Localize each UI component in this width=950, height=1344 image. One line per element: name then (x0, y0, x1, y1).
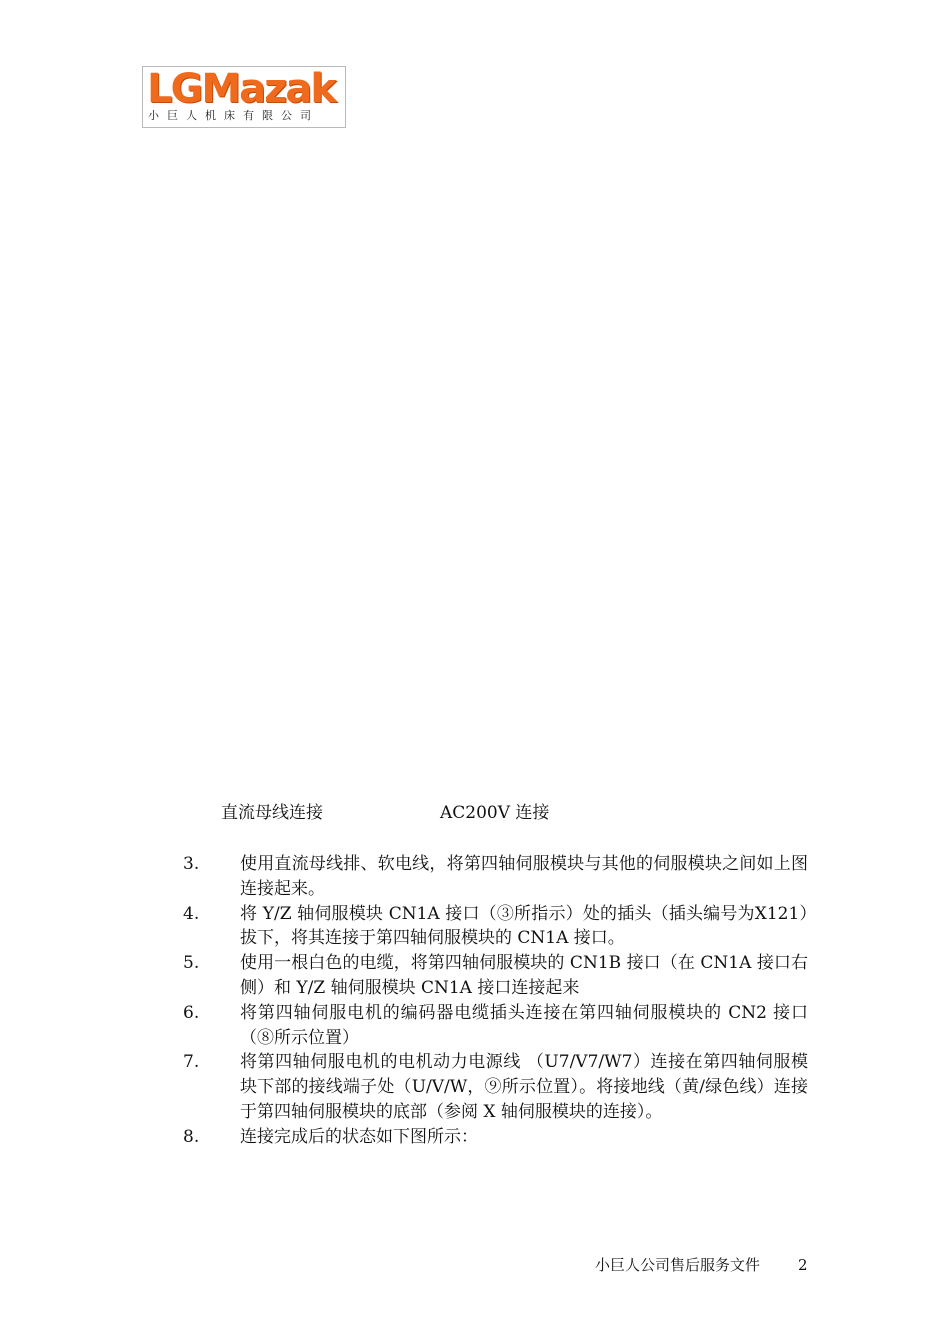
step-item (180, 1125, 808, 1150)
company-logo (142, 66, 346, 128)
step-item (180, 1050, 808, 1124)
step-number: 5. (183, 953, 200, 974)
step-number: 4. (183, 903, 200, 924)
page-number: 2 (798, 1256, 808, 1274)
step-number: 3. (183, 854, 200, 874)
step-list (180, 852, 808, 1150)
step-number: 8. (183, 1126, 200, 1147)
logo-company-name: 小巨人机床有限公司 (148, 109, 319, 122)
figure-caption-dc-bus: 直流母线连接 (221, 803, 323, 823)
step-text: 将第四轴伺服电机的电机动力电源线 （U7/V7/W7）连接在第四轴伺服模块下部的接线端子处（U/V/W，⑨所示位置）。将接地线（黄/绿色线）连接于第四轴伺服模块的底部（参阅 X 轴伺服模块的连接）。 (240, 1052, 808, 1122)
step-text: 连接完成后的状态如下图所示： (240, 1126, 478, 1147)
step-item (180, 951, 808, 1001)
step-text: 使用直流母线排、软电线，将第四轴伺服模块与其他的伺服模块之间如上图连接起来。 (240, 854, 808, 899)
logo-wordmark: LGMazak (147, 66, 335, 112)
step-item (180, 902, 808, 952)
step-text: 使用一根白色的电缆，将第四轴伺服模块的 CN1B 接口（在 CN1A 接口右侧）和 Y/Z 轴伺服模块 CN1A 接口连接起来 (240, 953, 808, 998)
step-text: 将 Y/Z 轴伺服模块 CN1A 接口（③所指示）处的插头（插头编号为X121）拔下，将其连接于第四轴伺服模块的 CN1A 接口。 (240, 903, 808, 949)
figure-caption-ac200v: AC200V 连接 (440, 803, 550, 823)
step-item (180, 1001, 808, 1051)
step-number: 6. (183, 1002, 200, 1023)
step-text: 将第四轴伺服电机的编码器电缆插头连接在第四轴伺服模块的 CN2 接口（⑧所示位置） (240, 1002, 808, 1048)
step-item (180, 852, 808, 902)
step-number: 7. (183, 1052, 200, 1073)
footer-document-label: 小巨人公司售后服务文件 (595, 1256, 761, 1274)
